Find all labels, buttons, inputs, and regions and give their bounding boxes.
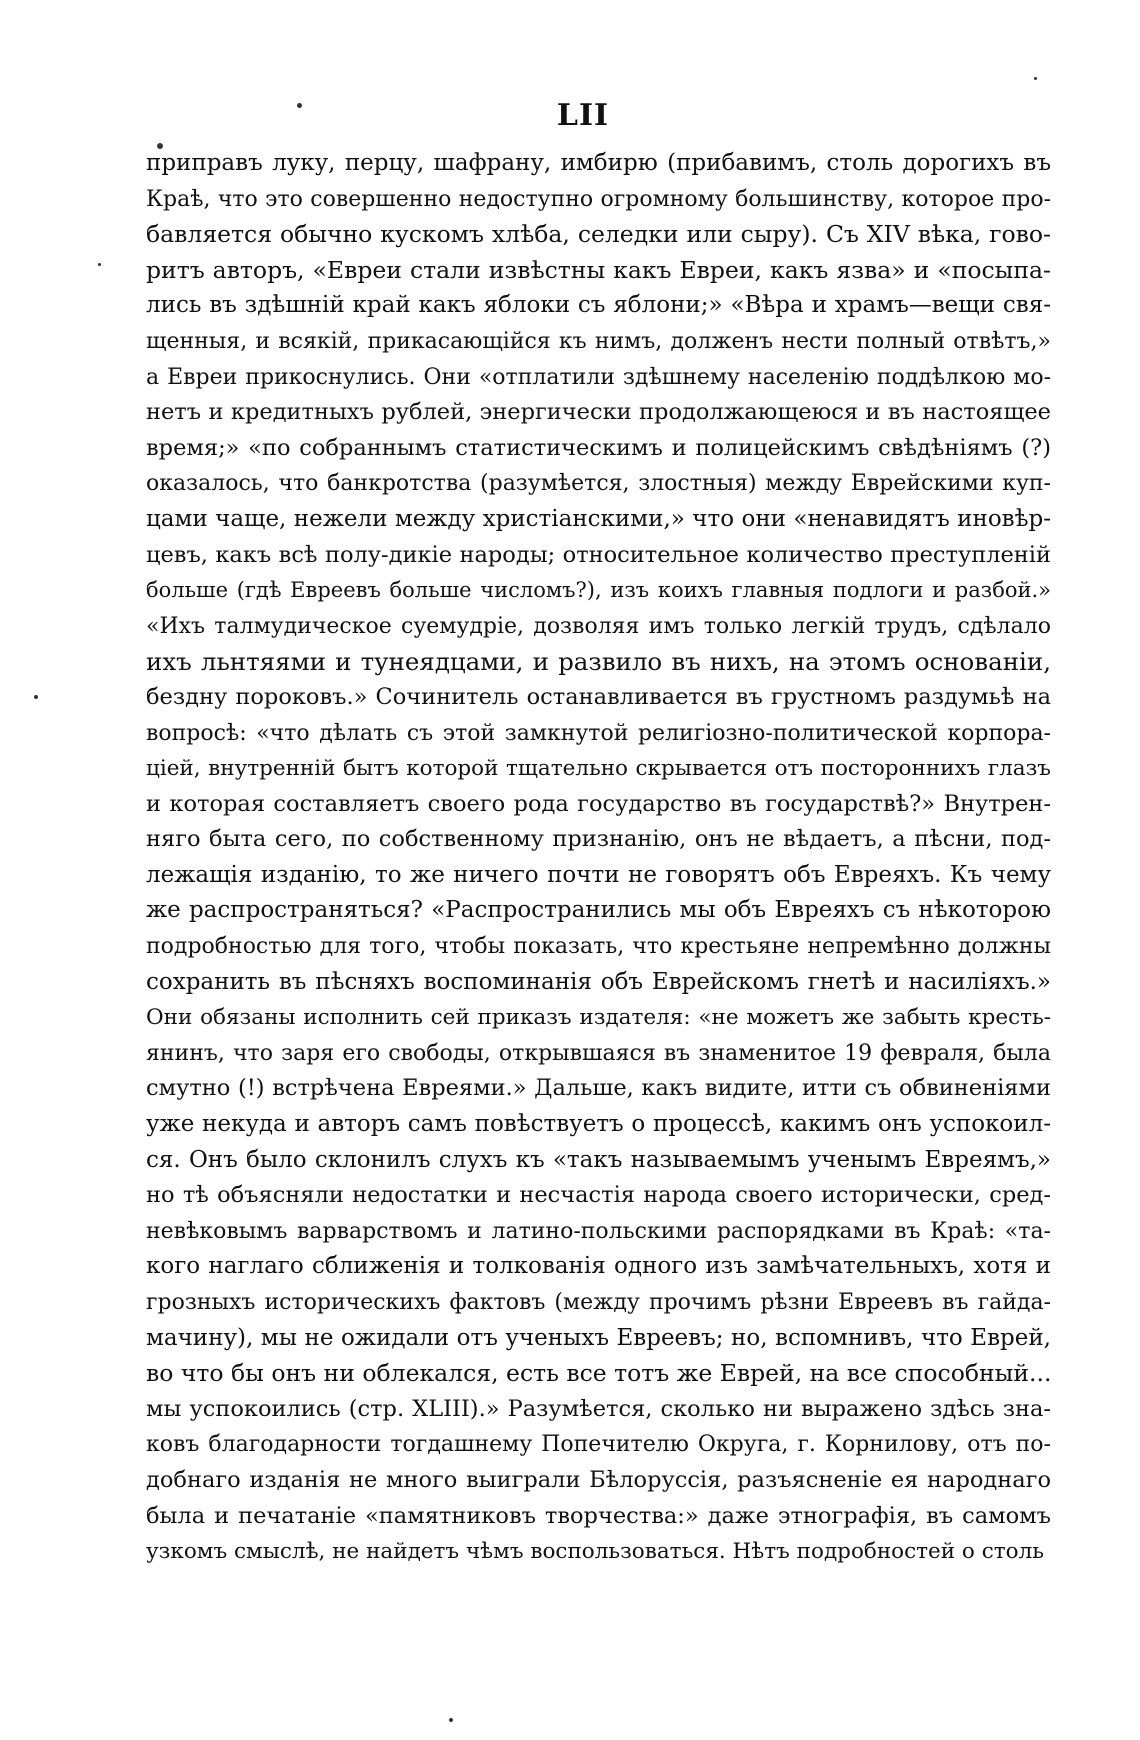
scan-speck [297,103,302,108]
text-line: янинъ, что заря его свободы, открывшаяся въ знаменитое 19 февраля, была [146,1040,1051,1066]
text-line: оказалось, что банкротства (разумѣется, злостныя) между Еврейскими куп- [146,471,1051,497]
text-line: подробностью для того, чтобы показать, что крестьяне непремѣнно должны [146,934,1051,960]
text-line: уже некуда и авторъ самъ повѣствуетъ о процессѣ, какимъ онъ успокоил- [146,1111,1051,1138]
page-number: LII [556,98,610,133]
text-line: же распространяться? «Распространились мы объ Евреяхъ съ нѣкоторою [146,897,1051,924]
text-line: мы успокоились (стр. XLIII).» Разумѣется, сколько ни выражено здѣсь зна- [146,1395,1051,1422]
body-text [146,146,1051,1570]
text-line: вопросѣ: «что дѣлать съ этой замкнутой религіозно-политической корпора- [146,720,1051,746]
text-line: узкомъ смыслѣ, не найдетъ чѣмъ воспользоваться. Нѣтъ подробностей о столь [146,1539,1044,1565]
text-line: добнаго изданія не много выиграли Бѣлоруссія, разъясненіе ея народнаго [146,1466,1051,1493]
text-line: «Ихъ талмудическое суемудріе, дозволяя имъ только легкій трудъ, сдѣлало [146,613,1051,639]
text-line: Они обязаны исполнить сей приказъ издателя: «не можетъ же забыть кресть- [146,1005,1051,1031]
scan-speck [98,263,101,266]
text-line: ритъ авторъ, «Евреи стали извѣстны какъ Евреи, какъ язва» и «посыпа- [146,255,1051,284]
text-line: няго быта сего, по собственному признанію, онъ не вѣдаетъ, а пѣсни, под- [146,826,1051,853]
text-line: грозныхъ историческихъ фактовъ (между прочимъ рѣзни Евреевъ въ гайда- [146,1290,1051,1315]
text-line: и которая составляетъ своего рода государство въ государствѣ?» Внутрен- [146,790,1051,817]
scan-speck [449,1718,453,1722]
text-line: невѣковымъ варварствомъ и латино-польскими распорядками въ Краѣ: «та- [146,1218,1051,1244]
text-line: больше (гдѣ Евреевъ больше числомъ?), изъ коихъ главныя подлоги и разбой.» [146,578,1051,603]
text-line: нетъ и кредитныхъ рублей, энергически продолжающеюся и въ настоящее [146,399,1051,426]
text-line: но тѣ объясняли недостатки и несчастія народа своего исторически, сред- [146,1182,1051,1209]
scan-speck [34,695,38,699]
text-line: смутно (!) встрѣчена Евреями.» Дальше, какъ видите, итти съ обвиненіями [146,1075,1051,1102]
scan-speck [1034,77,1037,80]
scan-speck [157,143,163,149]
text-line: сохранить въ пѣсняхъ воспоминанія объ Еврейскомъ гнетѣ и насиліяхъ.» [146,968,1051,995]
text-line: ихъ льнтяями и тунеядцами, и развило въ нихъ, на этомъ основаніи, [146,647,1051,677]
text-line: бавляется обычно кускомъ хлѣба, селедки или сыру). Съ XIV вѣка, гово- [146,220,1051,249]
text-line: ся. Онъ было склонилъ слухъ къ «такъ называемымъ ученымъ Евреямъ,» [146,1146,1051,1173]
text-line: щенныя, и всякій, прикасающійся къ нимъ, долженъ нести полный отвѣтъ,» [146,328,1051,354]
text-line: Краѣ, что это совершенно недоступно огромному большинству, которое про- [146,186,1051,212]
text-line: лись въ здѣшній край какъ яблоки съ яблони;» «Вѣра и храмъ—вещи свя- [146,292,1051,319]
text-line: мачину), мы не ожидали отъ ученыхъ Евреевъ; но, вспомнивъ, что Еврей, [146,1324,1051,1351]
text-line: ціей, внутренній бытъ которой тщательно скрывается отъ постороннихъ глазъ [146,756,1051,782]
text-line: цами чаще, нежели между христіанскими,» что они «ненавидятъ иновѣр- [146,505,1051,532]
text-line: кого наглаго сближенія и толкованія одного изъ замѣчательныхъ, хотя и [146,1253,1051,1280]
text-line: приправъ луку, перцу, шафрану, имбирю (прибавимъ, столь дорогихъ въ [146,150,1051,176]
text-line: время;» «по собраннымъ статистическимъ и полицейскимъ свѣдѣніямъ (?) [146,434,1051,461]
text-line: лежащія изданію, то же ничего почти не говорятъ объ Евреяхъ. Къ чему [146,861,1051,888]
text-line: цевъ, какъ всѣ полу-дикіе народы; относительное количество преступленій [146,541,1051,568]
text-line: а Евреи прикоснулись. Они «отплатили здѣшнему населенію поддѣлкою мо- [146,364,1051,390]
text-line: была и печатаніе «памятниковъ творчества:» даже этнографія, въ самомъ [146,1502,1051,1529]
text-line: бездну пороковъ.» Сочинитель останавливается въ грустномъ раздумьѣ на [146,683,1051,710]
text-line: ковъ благодарности тогдашнему Попечителю Округа, г. Корнилову, отъ по- [146,1432,1051,1458]
text-line: во что бы онъ ни облекался, есть все тотъ же Еврей, на все способный... [146,1359,1052,1388]
